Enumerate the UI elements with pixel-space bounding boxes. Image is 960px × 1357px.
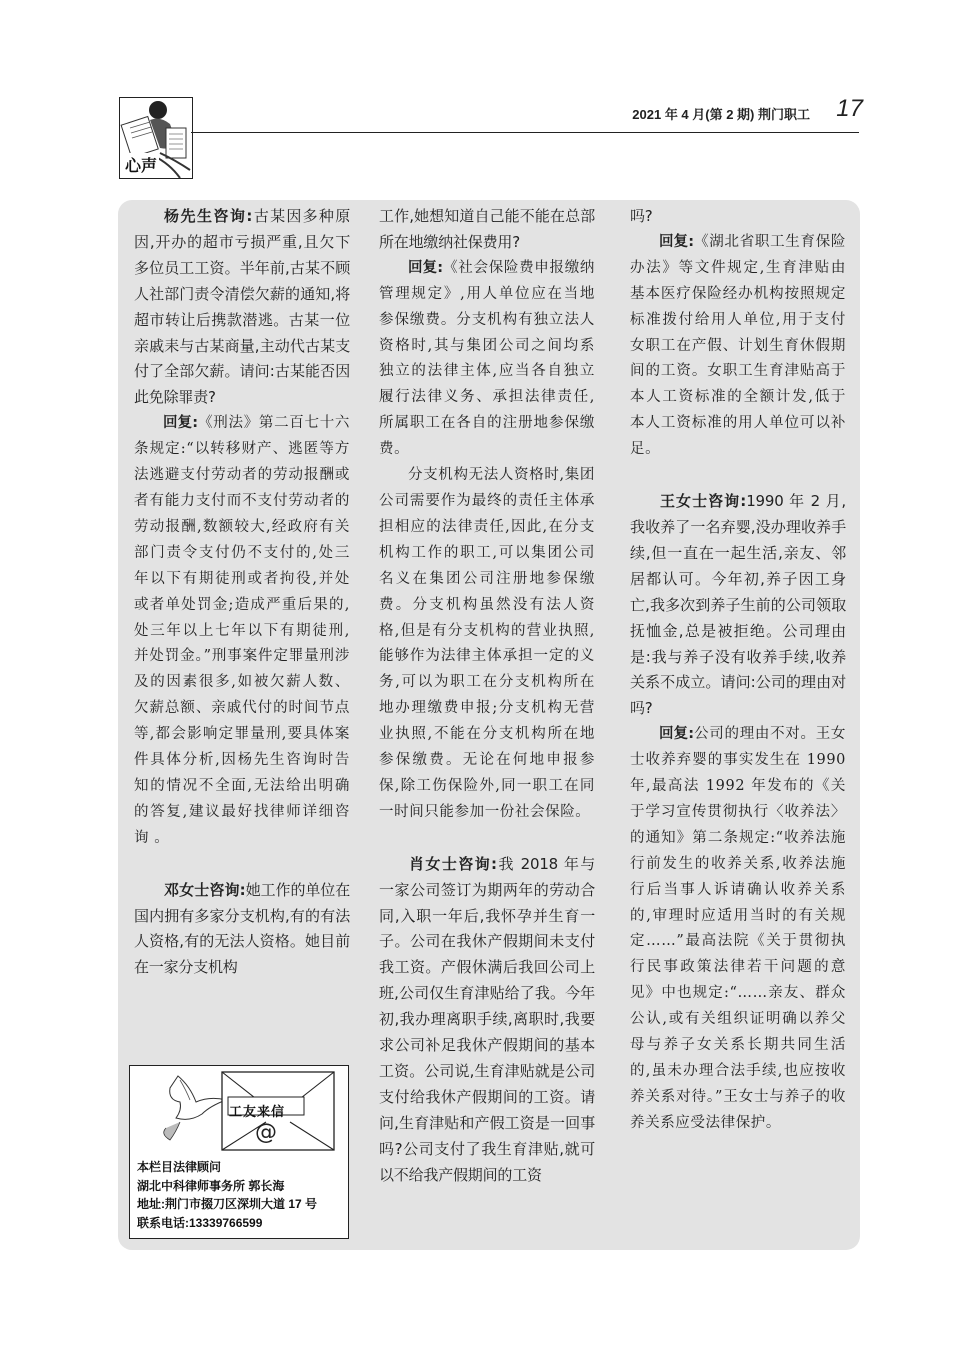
letter-heading: 工友来信 [229,1105,286,1120]
question-yang [134,204,350,411]
page-number: 17 [836,95,863,122]
answer-text: 《湖北省职工生育保险办法》等文件规定,生育津贴由基本医疗保险经办机构按照规定标准拨付给用人单位,用于支付女职工在产假、计划生育休假期间的工资。女职工生育津贴高于本人工资标准的全额计发,低于本人工资标准的用人单位可以补足。 [630,233,846,458]
question-text: 她工作的单位在国内拥有多家分支机构,有的有法人资格,有的无法人资格。她目前在一家分支机构 [134,880,351,977]
answer-label: 回复: [408,259,443,276]
question-text: 1990 年 2 月,我收养了一名弃婴,没办理收养手续,但一直在一起生活,亲友、邻居都认可。今年初,养子因工身亡,我多次到养子生前的公司领取抚恤金,总是被拒绝。公司理由是:我与养子没有收养手续,收养关系不成立。请问:公司的理由对吗? [630,492,846,718]
question-label: 肖女士咨询: [409,854,498,873]
answer-yang [134,411,350,851]
section-logo [119,97,193,179]
question-wang [630,489,846,722]
issue-info: 2021 年 4 月(第 2 期) 荆门职工 [632,107,810,122]
answer-label: 回复: [163,415,198,432]
column-1 [134,204,350,981]
phone: 联系电话:13339766599 [137,1215,263,1230]
question-deng-cont: 工作,她想知道自己能不能在总部所在地缴纳社保费用? [379,207,595,251]
answer-deng-p1 [379,256,595,463]
answer-text: 《刑法》第二百七十六条规定:“以转移财产、逃匿等方法逃避支付劳动者的劳动报酬或者有能力支付而不支付劳动者的劳动报酬,数额较大,经政府有关部门责令支付仍不支付的,处三年以下有期徒刑或者拘役,并处或者单处罚金;造成严重后果的,处三年以上七年以下有期徒刑,并处罚金。”刑事案件定罪量刑涉及的因素很多,如被欠薪人数、欠薪总额、亲戚代付的时间节点等,都会影响定罪量刑,要具体案件具体分析,因杨先生咨询时告知的情况不全面,无法给出明确的答复,建议最好找律师详细咨询 。 [134,415,350,846]
section-label: 心声 [123,153,159,176]
legal-advisor-info [137,1158,317,1232]
answer-label: 回复: [659,726,694,743]
header-rule [191,132,859,133]
law-firm: 湖北中科律师事务所 郭长海 [137,1178,285,1193]
question-label: 王女士咨询: [660,492,747,511]
question-label: 杨先生咨询: [164,207,253,225]
answer-deng-p2: 分支机构无法人资格时,集团公司需要作为最终的责任主体承担相应的法律责任,因此,在分支机构工作的职工,可以集团公司名义在集团公司注册地参保缴费。分支机构虽然没有法人资格,但是有分支机构的营业执照,能够作为法律主体承担一定的义务,可以为职工在分支机构所在地办理缴费申报;分支机构无营业执照,不能在分支机构所在地参保缴费。无论在何地申报参保,除工伤保险外,同一职工在同一时间只能参加一份社会保险。 [379,467,595,820]
question-text: 我 2018 年与一家公司签订为期两年的劳动合同,入职一年后,我怀孕并生育一子。公司在我休产假期间未支付我工资。产假休满后我回公司上班,公司仅生育津贴给了我。今年初,我办理离职手续,离职时,我要求公司补足我休产假期间的基本工资。公司说,生育津贴就是公司支付给我休产假期间的工资。请问,生育津贴和产假工资是一回事吗?公司支付了我生育津贴,就可以不给我产假期间的工资 [379,854,595,1184]
question-text: 古某因多种原因,开办的超市亏损严重,且欠下多位员工工资。半年前,古某不顾人社部门责令清偿欠薪的通知,将超市转让后携款潜逃。古某一位亲戚耒与古某商量,主动代古某支付了全部欠薪。请问:古某能否因此免除罪责? [134,207,350,407]
advisor-label: 本栏目法律顾问 [137,1160,222,1174]
dove-icon [164,1076,226,1140]
question-xiao-cont: 吗? [630,207,653,225]
column-2 [379,204,595,1189]
question-xiao [379,852,595,1189]
answer-wang [630,722,846,1137]
answer-label: 回复: [659,233,694,250]
answer-xiao [630,230,846,463]
address: 地址:荆门市掇刀区深圳大道 17 号 [137,1197,318,1211]
question-deng [134,878,350,982]
answer-text: 公司的理由不对。王女士收养弃婴的事实发生在 1990 年,最高法 1992 年发布的《关于学习宣传贯彻执行〈收养法〉的通知》第二条规定:“收养法施行前发生的收养关系,收养法施行后当事人诉请确认收养关系的,审理时应适用当时的有关规定……”最高法院《关于贯彻执行民事政策法律若干问题的意见》中也规定:“……亲友、群众公认,或有关组织证明确以养父母与养子女关系长期共同生活的,虽未办理合法手续,也应按收养关系对待。”王女士与养子的收养关系应受法律保护。 [630,726,846,1131]
question-label: 邓女士咨询: [164,880,246,899]
letter-box [129,1065,349,1239]
column-3 [630,204,846,1137]
answer-text: 《社会保险费申报缴纳管理规定》,用人单位应在当地参保缴费。分支机构有独立法人资格时,其与集团公司之间均系独立的法律主体,应当各自独立履行法律义务、承担法律责任,所属职工在各自的注册地参保缴费。 [379,259,595,458]
at-icon: @ [255,1120,277,1145]
